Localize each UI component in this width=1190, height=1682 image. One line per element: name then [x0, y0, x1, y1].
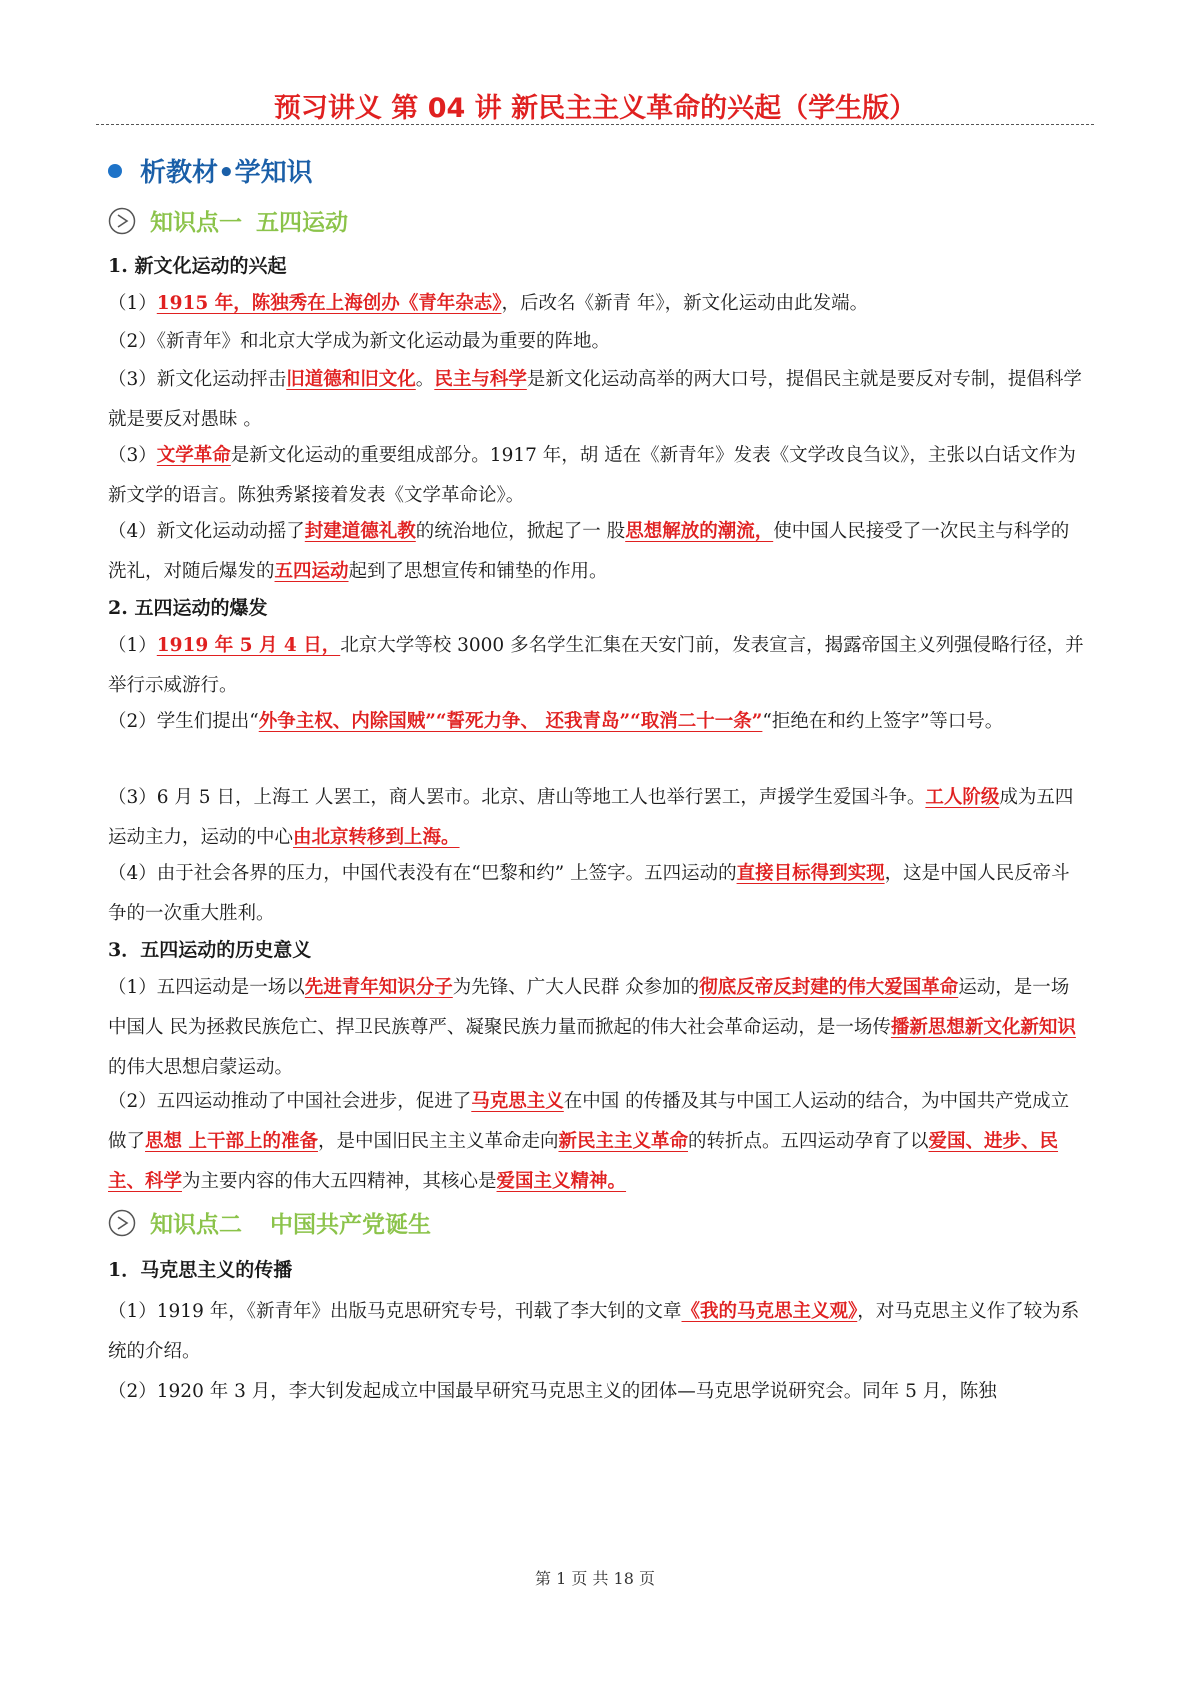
- paragraph-4: （3）文学革命是新文化运动的重要组成部分。1917 年，胡 适在《新青年》发表《文学改良刍议》，主张以白话文作为 新文学的语言。陈独秀紧接着发表《文学革命论》。: [108, 445, 1076, 506]
- page-title: 预习讲义 第 04 讲 新民主主义革命的兴起（学生版）: [273, 93, 917, 124]
- paragraph-3: （3）新文化运动抨击旧道德和旧文化。民主与科学是新文化运动高举的两大口号，提倡民主就是要反对专制，提倡科学就是要反对愚昧 。: [108, 369, 1082, 430]
- heading-3: 3．五四运动的历史意义: [108, 939, 312, 961]
- knowledge-point-1: [108, 204, 348, 237]
- paragraph-1: （1）1915 年，陈独秀在上海创办《青年杂志》，后改名《新青 年》，新文化运动由此发端。: [108, 293, 869, 314]
- kp1-label: 知识点一: [150, 210, 242, 236]
- title-divider: [96, 124, 1094, 125]
- kp1-name: 五四运动: [256, 210, 348, 236]
- paragraph-11: （2）五四运动推动了中国社会进步，促进了马克思主义在中国 的传播及其与中国工人运动的结合，为中国共产党成立做了思想 上干部上的准备，是中国旧民主主义革命走向新民主主义革命的转折点。五四运动孕育了以爱国、进步、民主、科学为主要内容的伟大五四精神，其核心是爱国主义精神。: [108, 1091, 1070, 1192]
- heading-4: 1．马克思主义的传播: [108, 1259, 293, 1281]
- section-heading: [108, 152, 313, 189]
- heading-1: 1. 新文化运动的兴起: [108, 255, 287, 277]
- paragraph-2: （2）《新青年》和北京大学成为新文化运动最为重要的阵地。: [108, 331, 611, 352]
- kp2-name: 中国共产党诞生: [270, 1212, 431, 1238]
- paragraph-7: （2）学生们提出“外争主权、内除国贼”“誓死力争、 还我青岛”“取消二十一条”“拒绝在和约上签字”等口号。: [108, 711, 1004, 732]
- paragraph-6: （1）1919 年 5 月 4 日，北京大学等校 3000 多名学生汇集在天安门前，发表宣言，揭露帝国主义列强侵略行径，并举行示威游行。: [108, 635, 1084, 696]
- kp2-label: 知识点二: [150, 1212, 242, 1238]
- heading-2: 2. 五四运动的爆发: [108, 597, 268, 619]
- page-footer: 第 1 页 共 18 页: [535, 1569, 655, 1588]
- paragraph-5: （4）新文化运动动摇了封建道德礼教的统治地位，掀起了一 股思想解放的潮流，使中国人民接受了一次民主与科学的洗礼，对随后爆发的五四运动起到了思想宣传和铺垫的作用。: [108, 521, 1070, 582]
- play-circle-icon: [108, 207, 136, 235]
- paragraph-8: （3）6 月 5 日，上海工 人罢工，商人罢市。北京、唐山等地工人也举行罢工，声援学生爱国斗争。工人阶级成为五四运动主力，运动的中心由北京转移到上海。: [108, 787, 1074, 848]
- paragraph-13: （2）1920 年 3 月，李大钊发起成立中国最早研究马克思主义的团体—马克思学说研究会。同年 5 月，陈独: [108, 1381, 997, 1402]
- play-circle-icon: [108, 1209, 136, 1237]
- paragraph-10: （1）五四运动是一场以先进青年知识分子为先锋、广大人民群 众参加的彻底反帝反封建的伟大爱国革命运动，是一场中国人 民为拯救民族危亡、捍卫民族尊严、凝聚民族力量而掀起的伟大社会革命运动，是一场传播新思想新文化新知识的伟大思想启蒙运动。: [108, 977, 1076, 1078]
- knowledge-point-2: [108, 1206, 431, 1239]
- paragraph-9: （4）由于社会各界的压力，中国代表没有在“巴黎和约” 上签字。五四运动的直接目标得到实现，这是中国人民反帝斗争的一次重大胜利。: [108, 863, 1070, 924]
- bullet-dot-icon: [108, 164, 122, 178]
- paragraph-12: （1）1919 年，《新青年》出版马克思研究专号，刊载了李大钊的文章《我的马克思主义观》，对马克思主义作了较为系统的介绍。: [108, 1301, 1080, 1362]
- section-heading-text: 析教材•学知识: [140, 158, 313, 188]
